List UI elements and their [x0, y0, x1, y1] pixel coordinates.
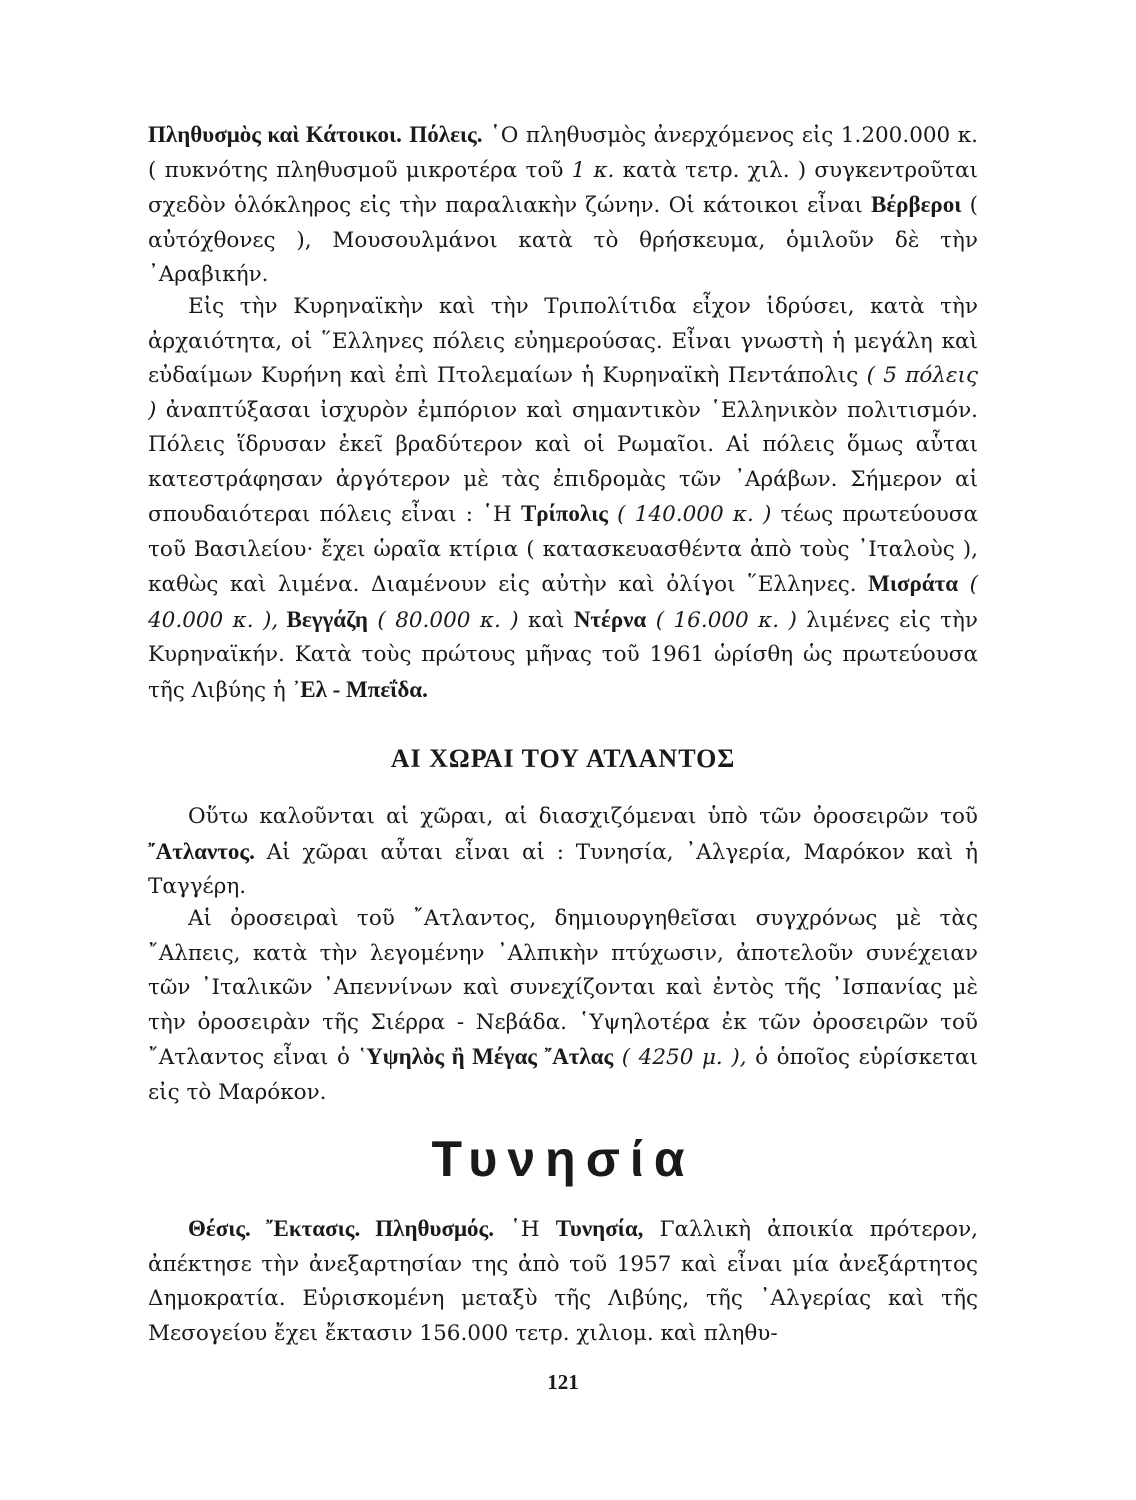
city-misrata: Μισράτα	[868, 571, 959, 596]
heading-population: Πληθυσμὸς καὶ Κάτοικοι.	[148, 122, 402, 147]
chapter-title-tunisia: Τυνησία	[431, 1131, 695, 1187]
city-derna: Ντέρνα	[573, 606, 647, 632]
section-title: ΑΙ ΧΩΡΑΙ ΤΟΥ ΑΤΛΑΝΤΟΣ	[390, 744, 736, 773]
heading-position-area-population: Θέσις. ῎Εκτασις. Πληθυσμός.	[188, 1216, 494, 1241]
term-berbers: Βέρβεροι	[870, 192, 962, 217]
city-benghazi: Βεγγάζη	[278, 606, 368, 632]
paragraph-atlas-countries: Οὕτω καλοῦνται αἱ χῶραι, αἱ διασχιζόμεναι ὑπὸ τῶν ὀροσειρῶν τοῦ ῎Ατλαντος. Αἱ χῶραι αὗται εἶναι αἱ : Τυνησία, ᾿Αλγερία, Μαρόκον καὶ ἡ Ταγγέρη.	[148, 804, 978, 899]
term-high-atlas: ῾Υψηλὸς ἢ Μέγας ῎Ατλας	[358, 1044, 614, 1069]
paragraph-atlas-mountains: Αἱ ὀροσειραὶ τοῦ ῎Ατλαντος, δημιουργηθεῖσαι συγχρόνως μὲ τὰς ῎Αλπεις, κατὰ τὴν λεγομένην ᾿Αλπικὴν πτύχωσιν, ἀποτελοῦν συνέχειαν τῶν ᾿Ιταλικῶν ᾿Απεννίνων καὶ συνεχίζονται καὶ ἐντὸς τῆς ᾿Ισπανίας μὲ τὴν ὀροσειρὰν τῆς Σιέρρα - Νεβάδα. ῾Υψηλοτέρα ἐκ τῶν ὀροσειρῶν τοῦ ῎Ατλαντος εἶναι ὁ ῾Υψηλὸς ἢ Μέγας ῎Ατλας ( 4250 μ. ), ὁ ὁποῖος εὑρίσκεται εἰς τὸ Μαρόκον.	[148, 906, 978, 1105]
heading-cities: Πόλεις.	[409, 122, 483, 147]
term-tunisia: Τυνησία,	[555, 1216, 644, 1241]
paragraph-tunisia: Θέσις. ῎Εκτασις. Πληθυσμός. ῾Η Τυνησία, Γαλλικὴ ἀποικία πρότερον, ἀπέκτησε τὴν ἀνεξαρτησίαν της ἀπὸ τοῦ 1957 καὶ εἶναι μία ἀνεξάρτητος Δημοκρατία. Εὑρισκομένη μεταξὺ τῆς Λιβύης, τῆς ᾿Αλγερίας καὶ τῆς Μεσογείου ἔχει ἔκτασιν 156.000 τετρ. χιλιομ. καὶ πληθυ-	[148, 1216, 978, 1346]
page-number: 121	[547, 1370, 579, 1394]
paragraph-history: Εἰς τὴν Κυρηναϊκὴν καὶ τὴν Τριπολίτιδα εἶχον ἱδρύσει, κατὰ τὴν ἀρχαιότητα, οἱ ῞Ελληνες πόλεις εὐημερούσας. Εἶναι γνωστὴ ἡ μεγάλη καὶ εὐδαίμων Κυρήνη καὶ ἐπὶ Πτολεμαίων ἡ Κυρηναϊκὴ Πεντάπολις ( 5 πόλεις ) ἀναπτύξασαι ἰσχυρὸν ἐμπόριον καὶ σημαντικὸν ῾Ελληνικὸν πολιτισμόν. Πόλεις ἵδρυσαν ἐκεῖ βραδύτερον καὶ οἱ Ρωμαῖοι. Αἱ πόλεις ὅμως αὗται κατεστράφησαν ἀργότερον μὲ τὰς ἐπιδρομὰς τῶν ᾿Αράβων. Σήμερον αἱ σπουδαιότεραι πόλεις εἶναι : ῾Η Τρίπολις ( 140.000 κ. ) τέως πρωτεύουσα τοῦ Βασιλείου· ἔχει ὡραῖα κτίρια ( κατασκευασθέντα ἀπὸ τοὺς ᾿Ιταλοὺς ), καθὼς καὶ λιμένα. Διαμένουν εἰς αὐτὴν καὶ ὀλίγοι ῞Ελληνες. Μισράτα ( 40.000 κ. ), Βεγγάζη ( 80.000 κ. ) καὶ Ντέρνα ( 16.000 κ. ) λιμένες εἰς τὴν Κυρηναϊκήν. Κατὰ τοὺς πρώτους μῆνας τοῦ 1961 ὡρίσθη ὡς πρωτεύουσα τῆς Λιβύης ἡ ᾿Ελ - Μπεΐδα.	[148, 294, 979, 703]
city-tripoli: Τρίπολις	[520, 501, 608, 526]
city-el-beida: ᾿Ελ - Μπεΐδα.	[292, 676, 428, 702]
term-atlas: ῎Ατλαντος.	[148, 838, 255, 864]
paragraph-population: Πληθυσμὸς καὶ Κάτοικοι. Πόλεις. ῾Ο πληθυσμὸς ἀνερχόμενος εἰς 1.200.000 κ. ( πυκνότης πληθυσμοῦ μικροτέρα τοῦ 1 κ. κατὰ τετρ. χιλ. ) συγκεντροῦται σχεδὸν ὁλόκληρος εἰς τὴν παραλιακὴν ζώνην. Οἱ κάτοικοι εἶναι Βέρβεροι ( αὐτόχθονες ), Μουσουλμάνοι κατὰ τὸ θρήσκευμα, ὁμιλοῦν δὲ τὴν ᾿Αραβικήν.	[148, 122, 978, 287]
